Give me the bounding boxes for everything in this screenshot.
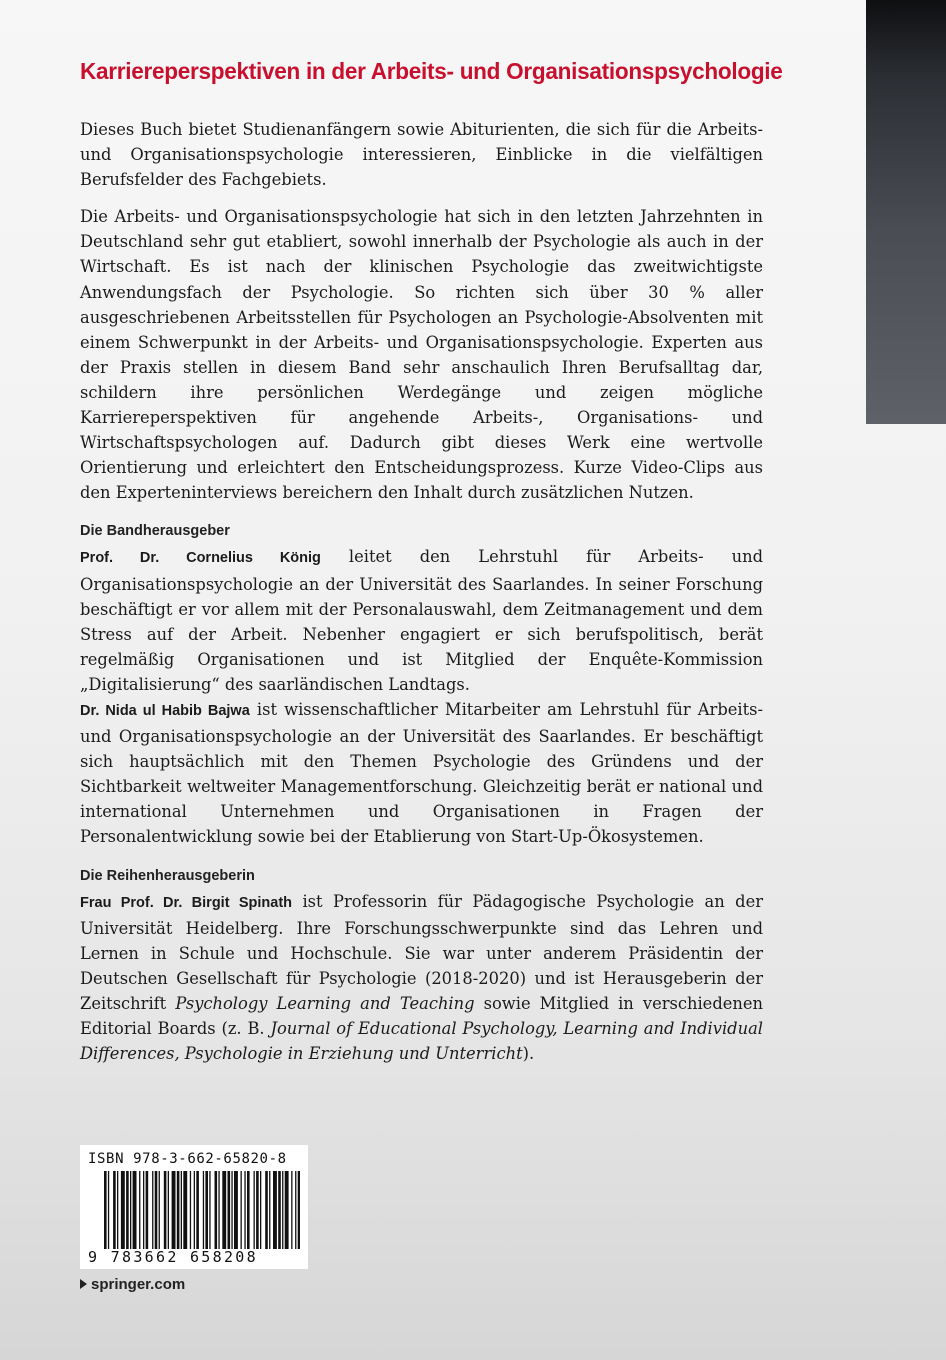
barcode-bar xyxy=(172,1171,176,1249)
barcode-bar xyxy=(146,1171,149,1249)
barcode-bar xyxy=(291,1171,292,1249)
barcode-bar xyxy=(231,1171,232,1249)
barcode-bar xyxy=(152,1171,153,1249)
barcode-bar xyxy=(194,1171,195,1249)
editors-heading: Die Bandherausgeber xyxy=(80,523,230,540)
arrow-right-icon xyxy=(80,1279,87,1289)
barcode-bar xyxy=(203,1171,204,1249)
editor-bio-2 xyxy=(80,697,763,850)
series-editor-text-2: sowie Mitglied in verschiedenen Editorial Boards (z. B. xyxy=(80,993,763,1038)
series-editor-name: Frau Prof. Dr. Birgit Spinath xyxy=(80,894,293,911)
intro-paragraph-2: Die Arbeits- und Organisationspsychologie hat sich in den letzten Jahrzehnten in Deutschland sehr gut etabliert, sowohl innerhalb der Psychologie als auch in der Wirtschaft. Es ist nach der klinischen Psychologie das zweitwichtigste Anwendungsfach der Psychologie. So richten sich über 30 % aller ausgeschriebenen Arbeitsstellen für Psychologen an Psychologie-Absolventen mit einem Schwerpunkt in der Arbeits- und Organisationspsychologie. Experten aus der Praxis stellen in diesem Band sehr anschaulich Ihren Berufsalltag dar, schildern ihre persönlichen Werdegänge und zeigen mögliche Karriereperspektiven für angehende Arbeits-, Organisations- und Wirtschaftspsychologen auf. Dadurch gibt dieses Werk eine wertvolle Orientierung und erleichtert den Entscheidungsprozess. Kurze Video-Clips aus den Experteninterviews bereichern den Inhalt durch zusätzlichen Nutzen. xyxy=(80,207,763,503)
barcode-bar xyxy=(190,1171,191,1249)
barcode-bar xyxy=(285,1171,289,1249)
barcode-bar xyxy=(209,1171,210,1249)
barcode-bar xyxy=(269,1171,270,1249)
barcode-bar xyxy=(126,1171,129,1249)
publisher-link[interactable] xyxy=(80,1276,185,1293)
barcode-bar xyxy=(222,1171,226,1249)
series-editor-text-3: ). xyxy=(522,1044,535,1064)
barcode-bar xyxy=(298,1171,300,1249)
barcode-bar xyxy=(108,1171,109,1249)
barcode-bars xyxy=(104,1171,300,1249)
barcode-bar xyxy=(196,1171,199,1249)
barcode-bar xyxy=(254,1171,255,1249)
book-title: Karriereperspektiven in der Arbeits- und Organisationspsychologie xyxy=(80,58,783,84)
barcode-bar xyxy=(215,1171,218,1249)
editor-name-1: Prof. Dr. Cornelius König xyxy=(80,550,321,567)
barcode-bar xyxy=(278,1171,281,1249)
barcode-bar xyxy=(205,1171,208,1249)
series-editor-text-1: ist Professorin für Pädagogische Psychologie an der Universität Heidelberg. Ihre Forschungsschwerpunkte sind das Lehren und Lernen in Schule und Hochschule. Sie war unter anderem Präsidentin der Deutschen Gesellschaft für Psychologie (2018-2020) und ist Herausgeberin der Zeitschrift xyxy=(80,891,764,1013)
barcode-bar xyxy=(244,1171,245,1249)
barcode-bar xyxy=(155,1171,158,1249)
series-editor-bio xyxy=(80,889,763,1067)
barcode-bar xyxy=(121,1171,125,1249)
ean-digits: 9 783662 658208 xyxy=(88,1248,258,1266)
isbn-barcode xyxy=(80,1145,308,1269)
journal-title-1: Psychology Learning and Teaching xyxy=(175,993,475,1013)
intro-paragraph-1: Dieses Buch bietet Studienanfängern sowie Abiturienten, die sich für die Arbeits- und Organisationspsychologie interessieren, Einblicke in die vielfältigen Berufsfelder des Fachgebiets. xyxy=(80,120,763,190)
barcode-bar xyxy=(168,1171,169,1249)
isbn-label: ISBN 978-3-662-65820-8 xyxy=(88,1151,287,1167)
barcode-bar xyxy=(256,1171,259,1249)
editor-bio-1 xyxy=(80,544,763,697)
publisher-url: springer.com xyxy=(91,1276,186,1293)
barcode-bar xyxy=(218,1171,219,1249)
barcode-bar xyxy=(183,1171,187,1249)
barcode-bar xyxy=(117,1171,118,1249)
barcode-bar xyxy=(241,1171,242,1249)
barcode-bar xyxy=(273,1171,277,1249)
barcode-bar xyxy=(143,1171,144,1249)
back-cover-text xyxy=(80,117,763,1066)
barcode-bar xyxy=(164,1171,167,1249)
barcode-bar xyxy=(265,1171,268,1249)
barcode-bar xyxy=(159,1171,160,1249)
barcode-bar xyxy=(295,1171,296,1249)
barcode-bar xyxy=(104,1171,107,1249)
barcode-bar xyxy=(130,1171,131,1249)
barcode-bar xyxy=(113,1171,116,1249)
editor-bio-2-text: ist wissenschaftlicher Mitarbeiter am Lehrstuhl für Arbeits- und Organisationspsychologie an der Universität des Saarlandes. Er beschäftigt sich hauptsächlich mit den Themen Psychologie des Gründens und der Sichtbarkeit weltweiter Managementforschung. Gleichzeitig berät er national und international Unternehmen und Organisationen in Fragen der Personalentwicklung sowie bei der Etablierung von Start-Up-Ökosystemen. xyxy=(80,699,763,847)
barcode-bar xyxy=(181,1171,182,1249)
cover-side-band xyxy=(866,0,946,424)
barcode-bar xyxy=(139,1171,140,1249)
editor-bio-1-text: leitet den Lehrstuhl für Arbeits- und Organisationspsychologie an der Universität des Saarlandes. In seiner Forschung beschäftigt er vor allem mit der Personalauswahl, dem Zeitmanagement und dem Stress auf der Arbeit. Nebenher engagiert er sich berufspolitisch, berät regelmäßig Organisationen und ist Mitglied der Enquête-Kommission „Digitalisierung“ des saarländischen Landtags. xyxy=(80,547,763,694)
barcode-bar xyxy=(247,1171,250,1249)
barcode-bar xyxy=(234,1171,238,1249)
barcode-bar xyxy=(260,1171,261,1249)
barcode-bar xyxy=(282,1171,283,1249)
journal-titles-2: Journal of Educational Psychology, Learning and Individual Differences, Psychologie in Erziehung und Unterricht xyxy=(80,1019,763,1064)
editor-name-2: Dr. Nida ul Habib Bajwa xyxy=(80,702,250,719)
barcode-bar xyxy=(177,1171,180,1249)
barcode-bar xyxy=(133,1171,137,1249)
series-editor-heading: Die Reihenherausgeberin xyxy=(80,867,255,884)
barcode-bar xyxy=(228,1171,231,1249)
